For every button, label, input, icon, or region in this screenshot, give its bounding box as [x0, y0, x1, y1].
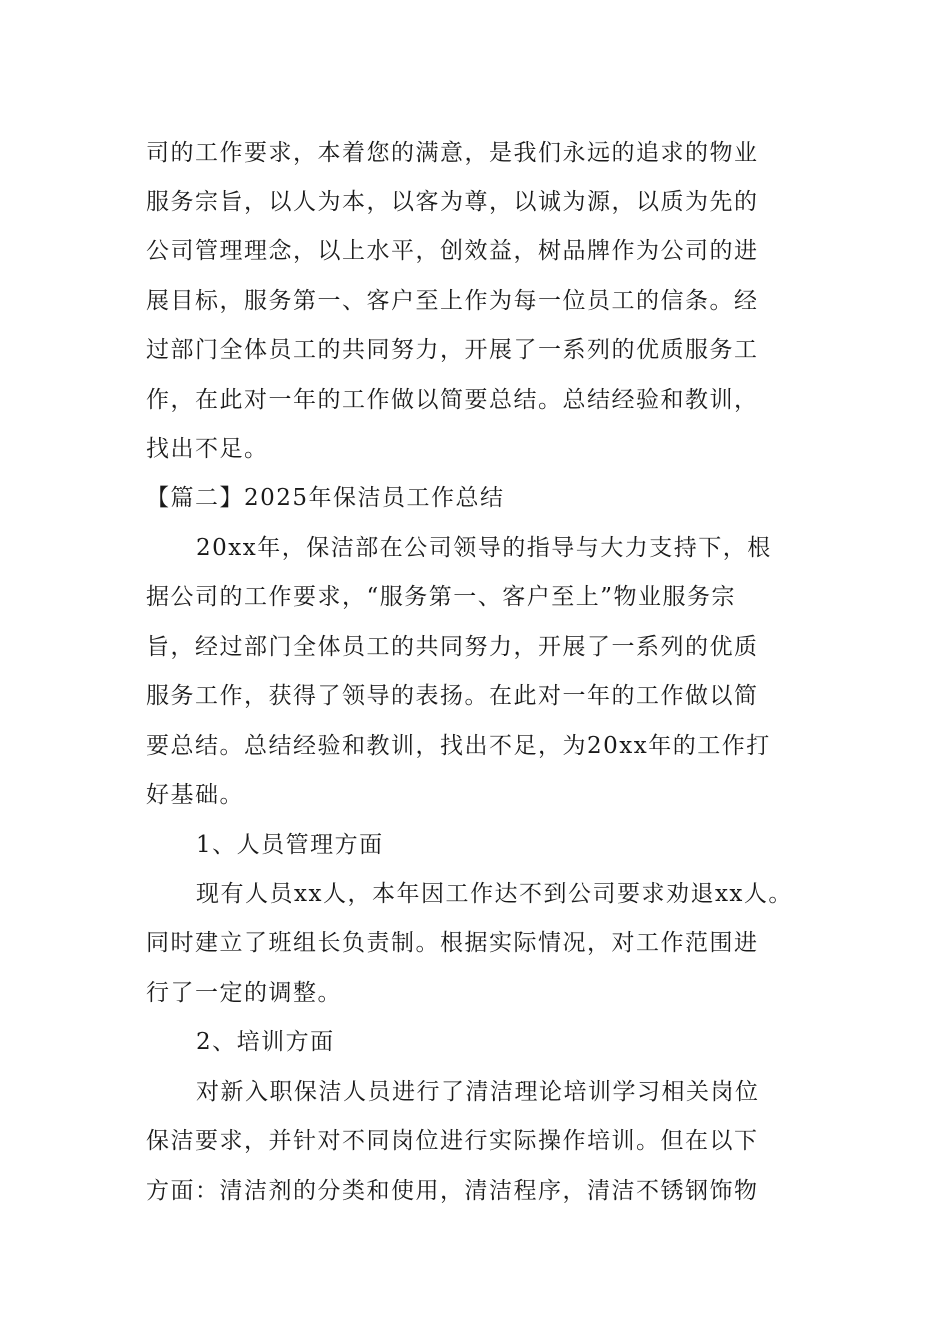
section-heading: 【篇二】2025年保洁员工作总结: [146, 485, 505, 511]
paragraph-line: 服务宗旨，以人为本，以客为尊，以诚为源，以质为先的: [146, 189, 759, 215]
paragraph-line: 服务工作，获得了领导的表扬。在此对一年的工作做以简: [146, 683, 759, 709]
subsection-title: 1、人员管理方面: [196, 832, 384, 858]
paragraph-line: 好基础。: [146, 782, 244, 808]
paragraph-line: 旨，经过部门全体员工的共同努力，开展了一系列的优质: [146, 634, 759, 660]
paragraph-line: 找出不足。: [146, 436, 269, 462]
paragraph-line: 现有人员xx人，本年因工作达不到公司要求劝退xx人。: [196, 881, 793, 907]
paragraph-line: 要总结。总结经验和教训，找出不足，为20xx年的工作打: [146, 733, 771, 759]
paragraph-line: 方面：清洁剂的分类和使用，清洁程序，清洁不锈钢饰物: [146, 1178, 759, 1204]
paragraph-line: 司的工作要求，本着您的满意，是我们永远的追求的物业: [146, 140, 759, 166]
paragraph-line: 对新入职保洁人员进行了清洁理论培训学习相关岗位: [196, 1079, 760, 1105]
paragraph-line: 公司管理理念，以上水平，创效益，树品牌作为公司的进: [146, 238, 759, 264]
paragraph-line: 作，在此对一年的工作做以简要总结。总结经验和教训，: [146, 387, 759, 413]
paragraph-line: 据公司的工作要求，“服务第一、客户至上”物业服务宗: [146, 584, 737, 610]
paragraph-line: 过部门全体员工的共同努力，开展了一系列的优质服务工: [146, 337, 759, 363]
paragraph-line: 行了一定的调整。: [146, 980, 342, 1006]
paragraph-line: 20xx年，保洁部在公司领导的指导与大力支持下，根: [196, 535, 772, 561]
paragraph-line: 同时建立了班组长负责制。根据实际情况，对工作范围进: [146, 930, 759, 956]
paragraph-line: 保洁要求，并针对不同岗位进行实际操作培训。但在以下: [146, 1128, 759, 1154]
paragraph-line: 展目标，服务第一、客户至上作为每一位员工的信条。经: [146, 288, 759, 314]
subsection-title: 2、培训方面: [196, 1029, 335, 1055]
